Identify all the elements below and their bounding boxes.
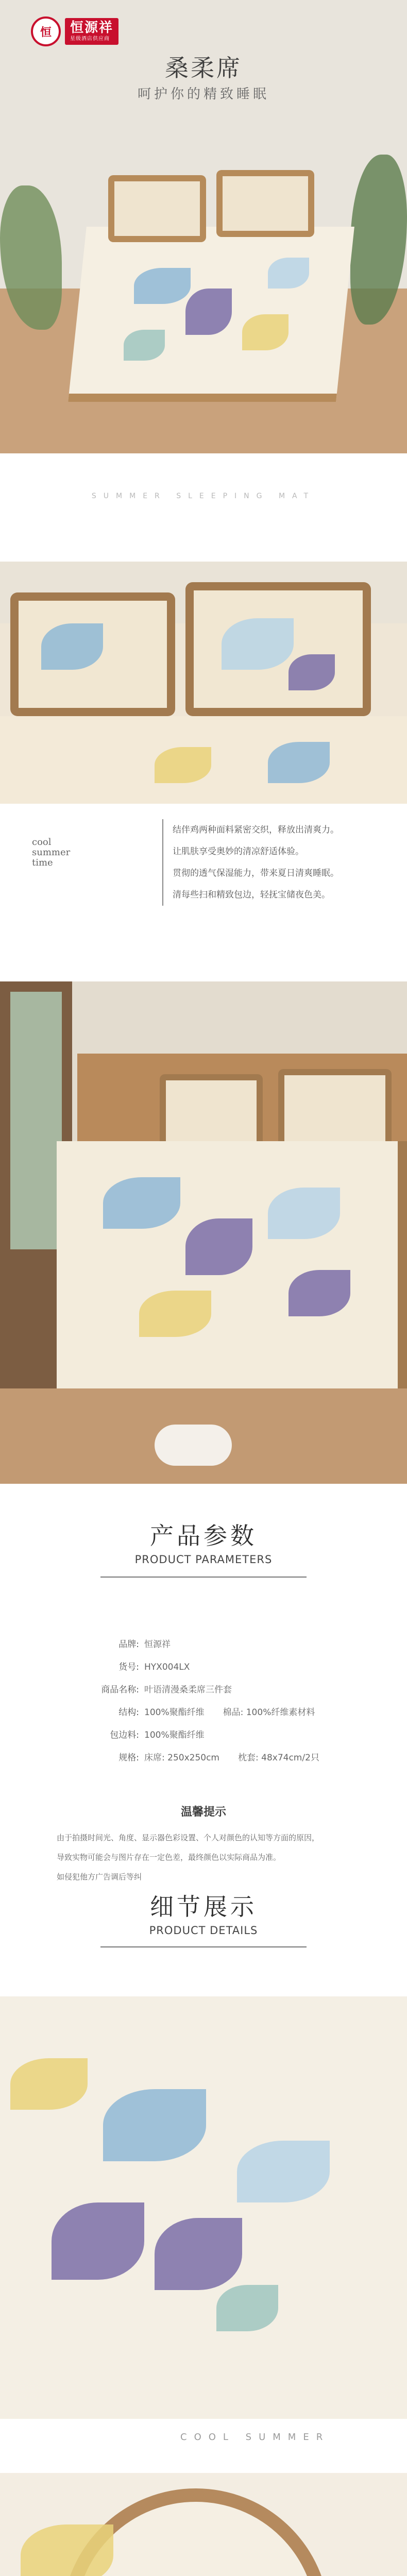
- pillow-photo: [0, 562, 407, 804]
- tip-line: 导致实物可能会与图片存在一定色差，最终颜色以实际商品为准。: [57, 1853, 281, 1862]
- leaf-pattern: [268, 742, 330, 783]
- param-row: [83, 1656, 377, 1679]
- leaf-pattern: [52, 2202, 144, 2280]
- leaf-pattern: [134, 268, 191, 304]
- param-value-secondary: 枕套: 48x74cm/2只: [238, 1753, 319, 1763]
- leaf-pattern: [185, 289, 232, 335]
- bed-photo: [0, 981, 407, 1484]
- tip-line: 由于拍摄时间光、角度、显示器色彩设置、个人对颜色的认知等方面的原因，: [57, 1833, 320, 1842]
- param-key: 货号:: [118, 1662, 139, 1672]
- param-row: [83, 1633, 377, 1656]
- intro-line: 让肌肤享受奥妙的清凉舒适体验。: [173, 846, 304, 857]
- leaf-pattern: [41, 623, 103, 670]
- leaf-pattern: [185, 1218, 252, 1275]
- detail-photo-lace-edge: [0, 2473, 407, 2576]
- params-title: 产品参数: [150, 1522, 257, 1550]
- intro-text-block: [162, 819, 394, 906]
- leaf-pattern: [222, 618, 294, 670]
- pillow-right: [216, 170, 314, 237]
- intro-label-line: cool: [32, 837, 52, 848]
- leaf-pattern: [237, 2141, 330, 2202]
- leaf-pattern: [103, 1177, 180, 1229]
- param-value: 恒源祥: [144, 1639, 171, 1650]
- spacer-band: [0, 453, 407, 562]
- intro-small-label: [32, 837, 94, 868]
- brand-name-block: [65, 18, 118, 45]
- pillow-left: [108, 175, 206, 242]
- leaf-pattern: [10, 2058, 88, 2110]
- param-key: 结构:: [118, 1707, 139, 1718]
- intro-label-line: summer: [32, 847, 71, 858]
- caption-band: [0, 2419, 407, 2473]
- params-subtitle: PRODUCT PARAMETERS: [134, 1553, 273, 1566]
- section-divider: [100, 1946, 307, 1947]
- leaf-pattern: [21, 2524, 113, 2576]
- params-table: [83, 1633, 377, 1769]
- detail-photo-fabric: [0, 1996, 407, 2419]
- param-value: 100%聚酯纤维: [144, 1707, 205, 1718]
- param-value: 100%聚酯纤维: [144, 1730, 205, 1740]
- leaf-pattern: [155, 2218, 242, 2290]
- param-value: 叶语清漫桑柔席三件套: [144, 1685, 232, 1695]
- leaf-pattern: [268, 258, 309, 289]
- logo-badge-icon: 恒: [31, 16, 61, 46]
- brand-name: 恒源祥: [70, 20, 114, 36]
- hero-subtitle: 呵护你的精致睡眠: [137, 87, 269, 102]
- hero-title: 桑柔席: [165, 54, 242, 82]
- param-key: 商品名称:: [101, 1685, 139, 1695]
- param-row: [83, 1701, 377, 1724]
- intro-label-line: time: [32, 857, 53, 868]
- intro-line: 清每些扫和精致包边，轻抚宝储夜色美。: [173, 890, 330, 900]
- section-divider: [100, 1577, 307, 1578]
- param-key: 包边料:: [110, 1730, 139, 1740]
- leaf-pattern: [155, 747, 211, 783]
- leaf-pattern: [139, 1291, 211, 1337]
- leaf-pattern: [216, 2285, 278, 2331]
- leaf-pattern: [289, 1270, 350, 1316]
- leaf-pattern: [268, 1188, 340, 1239]
- brand-logo[interactable]: [31, 14, 139, 48]
- brand-slogan: 星级酒店供应商: [70, 36, 110, 42]
- param-row: [83, 1679, 377, 1701]
- leaf-pattern: [289, 654, 335, 690]
- param-key: 规格:: [118, 1753, 139, 1763]
- leaf-pattern: [242, 314, 289, 350]
- leaf-pattern: [124, 330, 165, 361]
- param-value: 床席: 250x250cm: [144, 1753, 219, 1763]
- tips-block: [57, 1828, 355, 1887]
- param-value: HYX004LX: [144, 1662, 190, 1672]
- tips-title: 温馨提示: [180, 1806, 226, 1819]
- pillow-right: [278, 1069, 392, 1151]
- tip-line: 如侵犯他方广告调后等纠: [57, 1872, 142, 1882]
- details-subtitle: PRODUCT DETAILS: [149, 1924, 258, 1937]
- banner-caption: SUMMER SLEEPING MAT: [91, 492, 316, 500]
- param-key: 品牌:: [118, 1639, 139, 1650]
- pillow-left: [160, 1074, 263, 1151]
- leaf-pattern: [103, 2089, 206, 2161]
- cool-summer-caption: COOL SUMMER: [180, 2432, 330, 2443]
- details-title: 细节展示: [150, 1893, 257, 1921]
- intro-line: 结伴鸡两种面料紧密交织，释放出清爽力。: [173, 825, 339, 835]
- param-row: [83, 1724, 377, 1747]
- param-row: [83, 1747, 377, 1769]
- slippers: [155, 1425, 232, 1466]
- window-plants: [10, 992, 62, 1249]
- param-value-secondary: 棉品: 100%纤维素材料: [223, 1707, 315, 1718]
- intro-line: 贯彻的透气保湿能力，带来夏日清爽睡眠。: [173, 868, 339, 878]
